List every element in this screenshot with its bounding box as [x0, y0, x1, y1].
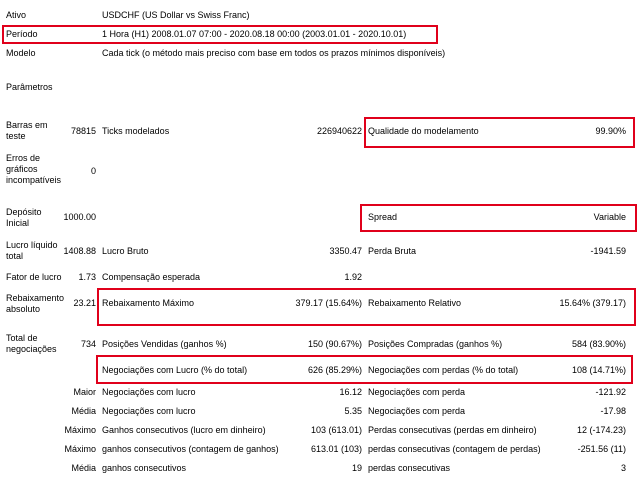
media-lucro-value: 5.35 [344, 406, 362, 416]
perdas-media-label: perdas consecutivas [368, 463, 451, 473]
deposito-value: 1000.00 [63, 212, 96, 222]
compensacao-label: Compensação esperada [102, 272, 201, 282]
lucro-bruto-label: Lucro Bruto [102, 246, 149, 256]
fator-lucro-value: 1.73 [78, 272, 96, 282]
perdas-contagem-value: -251.56 (11) [577, 444, 626, 454]
highlight-spread [360, 204, 637, 232]
posicoes-compradas-label: Posições Compradas (ganhos %) [368, 339, 503, 349]
perda-bruta-value: -1941.59 [590, 246, 626, 256]
lucro-liquido-value: 1408.88 [63, 246, 96, 256]
perdas-media-value: 3 [620, 463, 626, 473]
ganhos-media-value: 19 [351, 463, 362, 473]
ganhos-contagem-label: ganhos consecutivos (contagem de ganhos) [102, 444, 279, 454]
maior-lucro-value: 16.12 [339, 387, 362, 397]
lucro-bruto-value: 3350.47 [329, 246, 362, 256]
modelo-label: Modelo [6, 48, 36, 58]
ticks-label: Ticks modelados [102, 126, 170, 136]
media-label: Média [71, 406, 96, 416]
rebaixamento-maximo-label: Rebaixamento Máximo [102, 298, 195, 308]
rebaixamento-relativo-label: Rebaixamento Relativo [368, 298, 462, 308]
rebaixamento-maximo-value: 379.17 (15.64%) [295, 298, 362, 308]
maior-lucro-label: Negociações com lucro [102, 387, 196, 397]
rebaixamento-relativo-value: 15.64% (379.17) [559, 298, 626, 308]
qualidade-value: 99.90% [595, 126, 626, 136]
barras-value: 78815 [70, 126, 96, 136]
maior-perda-label: Negociações com perda [368, 387, 466, 397]
media-perda-label: Negociações com perda [368, 406, 466, 416]
perdas-dinheiro-value: 12 (-174.23) [576, 425, 626, 435]
media-lucro-label: Negociações com lucro [102, 406, 196, 416]
highlight-negociacoes [96, 355, 633, 384]
fator-lucro-label: Fator de lucro [6, 272, 62, 282]
ganhos-dinheiro-label: Ganhos consecutivos (lucro em dinheiro) [102, 425, 266, 435]
perda-bruta-label: Perda Bruta [368, 246, 417, 256]
erros-value: 0 [90, 166, 96, 176]
qualidade-label: Qualidade do modelamento [368, 126, 479, 136]
periodo-value: 1 Hora (H1) 2008.01.07 07:00 - 2020.08.18 00:00 (2003.01.01 - 2020.10.01) [102, 29, 407, 39]
rebaixamento-absoluto-value: 23.21 [73, 298, 96, 308]
posicoes-vendidas-value: 150 (90.67%) [307, 339, 362, 349]
perdas-dinheiro-label: Perdas consecutivas (perdas em dinheiro) [368, 425, 537, 435]
ganhos-dinheiro-value: 103 (613.01) [310, 425, 362, 435]
negociacoes-lucro-label: Negociações com Lucro (% do total) [102, 365, 248, 375]
perdas-contagem-label: perdas consecutivas (contagem de perdas) [368, 444, 541, 454]
posicoes-vendidas-label: Posições Vendidas (ganhos %) [102, 339, 227, 349]
ganhos-contagem-value: 613.01 (103) [310, 444, 362, 454]
negociacoes-lucro-value: 626 (85.29%) [307, 365, 362, 375]
spread-value: Variable [593, 212, 626, 222]
negociacoes-perda-label: Negociações com perdas (% do total) [368, 365, 519, 375]
rebaixamento-absoluto-label: Rebaixamento absoluto [6, 293, 65, 314]
negociacoes-perda-value: 108 (14.71%) [571, 365, 626, 375]
maior-label: Maior [73, 387, 96, 397]
erros-label: Erros de gráficos incompatíveis [6, 153, 62, 185]
ativo-label: Ativo [6, 10, 27, 20]
highlight-qualidade [364, 117, 635, 148]
total-negociacoes-value: 734 [80, 339, 96, 349]
ganhos-media-label: ganhos consecutivos [102, 463, 187, 473]
ticks-value: 226940622 [316, 126, 362, 136]
media-label-2: Média [71, 463, 96, 473]
maximo-label-1: Máximo [64, 425, 96, 435]
highlight-rebaixamento [97, 288, 636, 326]
modelo-value: Cada tick (o método mais preciso com base em todos os prazos mínimos disponíveis) [102, 48, 446, 58]
total-negociacoes-label: Total de negociações [6, 333, 57, 354]
highlight-periodo [2, 25, 438, 44]
barras-label: Barras em teste [6, 120, 48, 141]
spread-label: Spread [368, 212, 398, 222]
periodo-label: Período [6, 29, 38, 39]
deposito-label: Depósito Inicial [6, 207, 42, 228]
ativo-value: USDCHF (US Dollar vs Swiss Franc) [102, 10, 250, 20]
maior-perda-value: -121.92 [595, 387, 626, 397]
parametros-label: Parâmetros [6, 82, 53, 92]
compensacao-value: 1.92 [344, 272, 362, 282]
posicoes-compradas-value: 584 (83.90%) [571, 339, 626, 349]
lucro-liquido-label: Lucro líquido total [6, 240, 58, 261]
maximo-label-2: Máximo [64, 444, 96, 454]
media-perda-value: -17.98 [600, 406, 626, 416]
